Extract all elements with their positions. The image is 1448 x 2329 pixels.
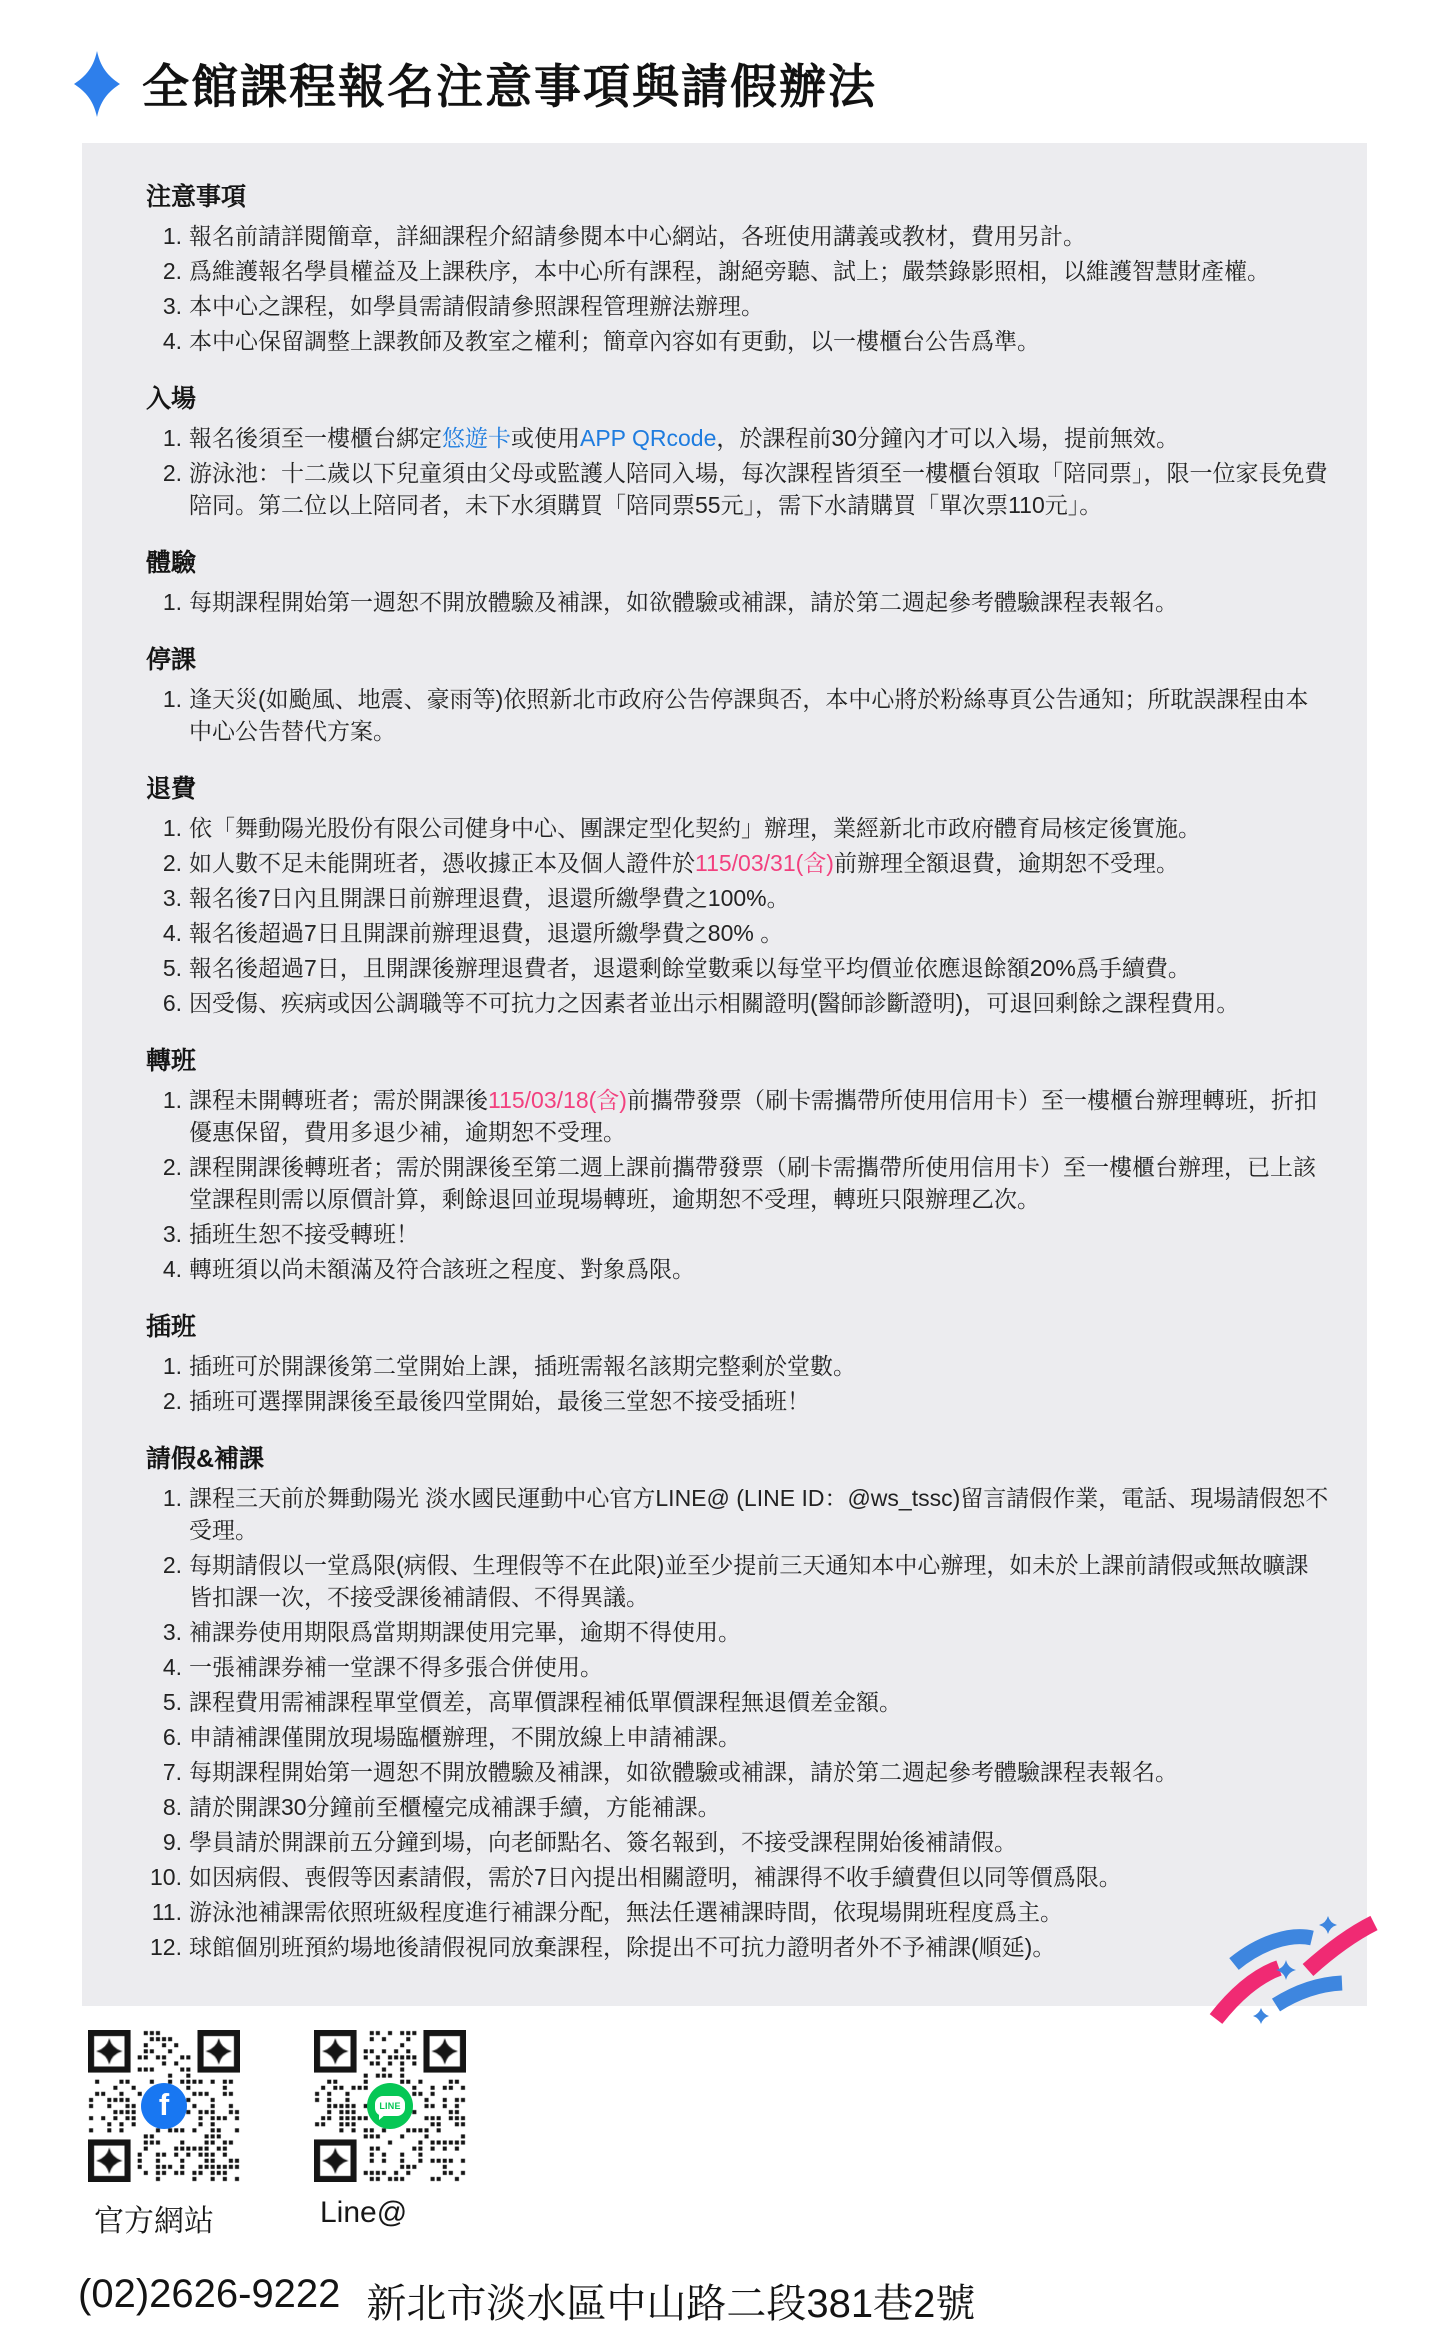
- rule-list: [146, 1084, 1331, 1285]
- rule-text: 球館個別班預約場地後請假視同放棄課程，除提出不可抗力證明者外不予補課(順延)。: [189, 1934, 1056, 1960]
- rule-text: 學員請於開課前五分鐘到場，向老師點名、簽名報到，不接受課程開始後補請假。: [189, 1829, 1017, 1855]
- line-qr-code: [314, 2030, 466, 2182]
- rule-text: 前辦理全額退費，逾期恕不受理。: [833, 850, 1179, 876]
- rule-text: 如人數不足未能開班者，憑收據正本及個人證件於: [189, 850, 695, 876]
- deadline-text: 115/03/31(含): [695, 850, 834, 876]
- qr-label-website: 官方網站: [94, 2205, 214, 2238]
- rule-item: [146, 325, 1331, 357]
- rule-text: 前攜帶發票（刷卡需攜帶所使用信用卡）至一樓櫃台辦理轉班，折扣優惠保留，費用多退少補，逾期恕不受理。: [189, 1087, 1317, 1145]
- facebook-glyph: f: [158, 2087, 170, 2122]
- facebook-icon: [141, 2083, 187, 2129]
- rule-text: 補課券使用期限爲當期期課使用完畢，逾期不得使用。: [189, 1619, 741, 1645]
- rule-item: [146, 290, 1331, 322]
- section-heading: 請假&補課: [146, 1445, 265, 1473]
- qr-label-line: Line@: [320, 2196, 408, 2229]
- rule-text: 轉班須以尚未額滿及符合該班之程度、對象爲限。: [189, 1256, 695, 1282]
- rule-item: [146, 1151, 1331, 1215]
- rule-text: 課程未開轉班者；需於開課後: [189, 1087, 488, 1113]
- rule-text: 每期課程開始第一週恕不開放體驗及補課，如欲體驗或補課，請於第二週起參考體驗課程表報名。: [189, 589, 1178, 615]
- rule-text: 插班生恕不接受轉班！: [189, 1221, 419, 1247]
- page-title: 全館課程報名注意事項與請假辦法: [142, 60, 877, 113]
- rule-text: 插班可選擇開課後至最後四堂開始，最後三堂恕不接受插班！: [189, 1388, 810, 1414]
- rule-item: [146, 1482, 1331, 1546]
- section-heading: 體驗: [146, 549, 197, 577]
- section-heading: 入場: [146, 385, 197, 413]
- rule-text: 如因病假、喪假等因素請假，需於7日內提出相關證明，補課得不收手續費但以同等價爲限。: [189, 1864, 1122, 1890]
- link-text[interactable]: 悠遊卡: [442, 425, 511, 451]
- rule-text: 課程三天前於舞動陽光 淡水國民運動中心官方LINE@ (LINE ID：@ws_tssc)留言請假作業，電話、現場請假恕不受理。: [189, 1485, 1329, 1543]
- rule-section: [146, 769, 1331, 1019]
- contact-line: [78, 2272, 1448, 2329]
- rule-text: 因受傷、疾病或因公調職等不可抗力之因素者並出示相關證明(醫師診斷證明)，可退回剩餘之課程費用。: [189, 990, 1240, 1016]
- rule-text: 游泳池：十二歲以下兒童須由父母或監護人陪同入場，每次課程皆須至一樓櫃台領取「陪同票」，限一位家長免費陪同。第二位以上陪同者，未下水須購買「陪同票55元」，需下水請購買「單次票110元」。: [189, 460, 1328, 518]
- rule-item: [146, 1616, 1331, 1648]
- rule-text: 或使用: [511, 425, 580, 451]
- rule-item: [146, 952, 1331, 984]
- rule-item: [146, 1896, 1331, 1928]
- qr-block-line: [314, 2030, 466, 2240]
- rule-item: [146, 987, 1331, 1019]
- rule-item: [146, 812, 1331, 844]
- rule-section: [146, 640, 1331, 747]
- rule-item: [146, 1350, 1331, 1382]
- brand-logo: [1206, 1906, 1398, 2034]
- rule-item: [146, 422, 1331, 454]
- rule-text: 依「舞動陽光股份有限公司健身中心、團課定型化契約」辦理，業經新北市政府體育局核定後實施。: [189, 815, 1201, 841]
- rule-text: ，於課程前30分鐘內才可以入場，提前無效。: [716, 425, 1179, 451]
- rule-section: [146, 177, 1331, 357]
- rule-item: [146, 1549, 1331, 1613]
- rule-item: [146, 220, 1331, 252]
- rule-text: 每期課程開始第一週恕不開放體驗及補課，如欲體驗或補課，請於第二週起參考體驗課程表報名。: [189, 1759, 1178, 1785]
- rule-item: [146, 882, 1331, 914]
- rule-list: [146, 812, 1331, 1019]
- rule-text: 申請補課僅開放現場臨櫃辦理，不開放線上申請補課。: [189, 1724, 741, 1750]
- page-header: [74, 50, 1448, 117]
- rule-item: [146, 1385, 1331, 1417]
- qr-row: [88, 2030, 1448, 2240]
- rule-text: 報名前請詳閱簡章，詳細課程介紹請參閱本中心網站，各班使用講義或教材，費用另計。: [189, 223, 1086, 249]
- rule-list: [146, 586, 1331, 618]
- rule-section: [146, 543, 1331, 618]
- rule-text: 課程費用需補課程單堂價差，高單價課程補低單價課程無退價差金額。: [189, 1689, 902, 1715]
- rule-list: [146, 220, 1331, 357]
- rule-text: 報名後超過7日且開課前辦理退費，退還所繳學費之80% 。: [189, 920, 784, 946]
- rule-item: [146, 457, 1331, 521]
- rule-section: [146, 1439, 1331, 1963]
- rule-item: [146, 1686, 1331, 1718]
- rule-text: 逢天災(如颱風、地震、豪雨等)依照新北市政府公告停課與否，本中心將於粉絲專頁公告通知；所耽誤課程由本中心公告替代方案。: [189, 686, 1309, 744]
- diamond-icon: [74, 51, 120, 117]
- line-badge-text: LINE: [379, 2101, 401, 2111]
- rule-text: 請於開課30分鐘前至櫃檯完成補課手續，方能補課。: [189, 1794, 721, 1820]
- rule-text: 每期請假以一堂爲限(病假、生理假等不在此限)並至少提前三天通知本中心辦理，如未於上課前請假或無故曠課皆扣課一次，不接受課後補請假、不得異議。: [189, 1552, 1309, 1610]
- rule-item: [146, 1826, 1331, 1858]
- rule-item: [146, 1756, 1331, 1788]
- rule-item: [146, 1218, 1331, 1250]
- phone-number: (02)2626-9222: [78, 2272, 341, 2316]
- line-icon: [367, 2083, 413, 2129]
- rule-item: [146, 1791, 1331, 1823]
- rule-item: [146, 1253, 1331, 1285]
- link-text[interactable]: APP QRcode: [580, 425, 717, 451]
- rule-text: 報名後7日內且開課日前辦理退費，退還所繳學費之100%。: [189, 885, 790, 911]
- rule-item: [146, 1931, 1331, 1963]
- rule-list: [146, 1482, 1331, 1963]
- rule-item: [146, 586, 1331, 618]
- rule-text: 插班可於開課後第二堂開始上課，插班需報名該期完整剩於堂數。: [189, 1353, 856, 1379]
- rule-item: [146, 1861, 1331, 1893]
- rule-text: 報名後須至一樓櫃台綁定: [189, 425, 442, 451]
- rule-section: [146, 379, 1331, 521]
- section-heading: 轉班: [146, 1047, 197, 1075]
- qr-block-website: [88, 2030, 240, 2240]
- rule-section: [146, 1307, 1331, 1417]
- rule-item: [146, 255, 1331, 287]
- rule-text: 一張補課券補一堂課不得多張合併使用。: [189, 1654, 603, 1680]
- rule-list: [146, 422, 1331, 521]
- deadline-text: 115/03/18(含): [488, 1087, 627, 1113]
- rule-list: [146, 683, 1331, 747]
- rule-text: 本中心保留調整上課教師及教室之權利；簡章內容如有更動，以一樓櫃台公告爲準。: [189, 328, 1040, 354]
- rule-item: [146, 1651, 1331, 1683]
- rule-text: 游泳池補課需依照班級程度進行補課分配，無法任選補課時間，依現場開班程度爲主。: [189, 1899, 1063, 1925]
- rule-item: [146, 1084, 1331, 1148]
- rule-list: [146, 1350, 1331, 1417]
- rule-item: [146, 917, 1331, 949]
- rule-item: [146, 1721, 1331, 1753]
- rule-text: 本中心之課程，如學員需請假請參照課程管理辦法辦理。: [189, 293, 764, 319]
- rule-text: 爲維護報名學員權益及上課秩序，本中心所有課程，謝絕旁聽、試上；嚴禁錄影照相，以維護智慧財產權。: [189, 258, 1270, 284]
- rule-text: 報名後超過7日，且開課後辦理退費者，退還剩餘堂數乘以每堂平均價並依應退餘額20%爲手續費。: [189, 955, 1191, 981]
- rule-section: [146, 1041, 1331, 1285]
- rules-panel: [82, 143, 1367, 2006]
- rule-item: [146, 683, 1331, 747]
- section-heading: 退費: [146, 775, 197, 803]
- section-heading: 注意事項: [146, 183, 247, 211]
- section-heading: 停課: [146, 646, 197, 674]
- section-heading: 插班: [146, 1313, 197, 1341]
- rule-text: 課程開課後轉班者；需於開課後至第二週上課前攜帶發票（刷卡需攜帶所使用信用卡）至一樓櫃台辦理，已上該堂課程則需以原價計算，剩餘退回並現場轉班，逾期恕不受理，轉班只限辦理乙次。: [189, 1154, 1316, 1212]
- rule-item: [146, 847, 1331, 879]
- address: 新北市淡水區中山路二段381巷2號: [366, 2282, 976, 2326]
- website-qr-code: [88, 2030, 240, 2182]
